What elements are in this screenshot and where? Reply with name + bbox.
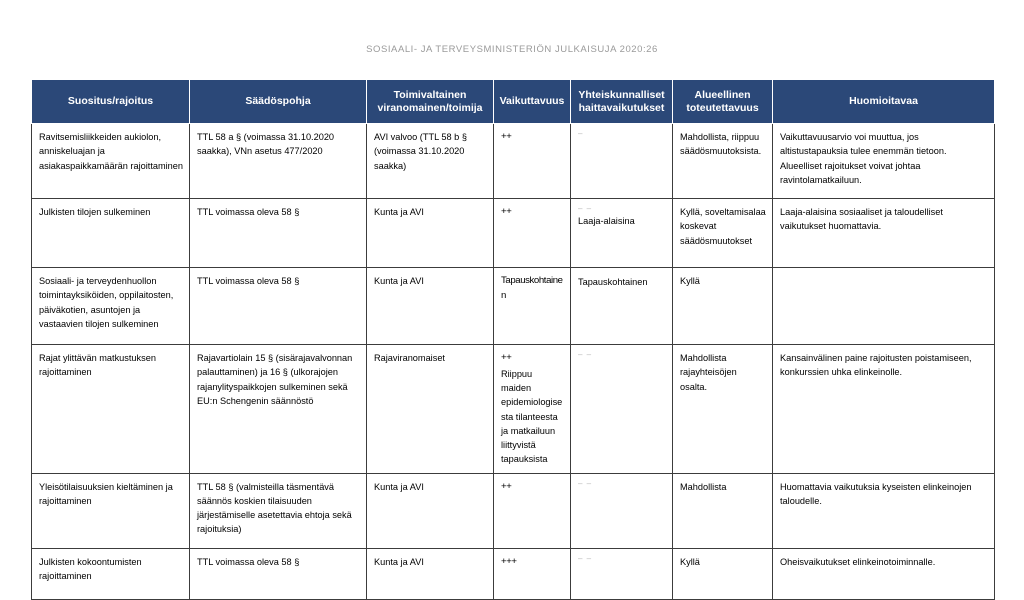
restrictions-table	[31, 79, 995, 600]
cell-viranomainen: Kunta ja AVI	[367, 199, 494, 268]
cell-suositus: Julkisten tilojen sulkeminen	[32, 199, 190, 268]
cell-huomioitavaa: Vaikuttavuusarvio voi muuttua, jos altistustapauksia tulee enemmän tietoon. Alueelliset rajoitukset voivat johtaa ravintolamatkailuun.	[773, 124, 995, 199]
rating-value: Tapauskohtainen	[501, 275, 563, 301]
cell-vaikuttavuus	[494, 548, 571, 599]
cell-suositus: Julkisten kokoontumisten rajoittaminen	[32, 548, 190, 599]
cell-haittavaikutukset	[571, 268, 673, 345]
cell-viranomainen: Rajaviranomaiset	[367, 345, 494, 474]
column-header-suositus-rajoitus: Suositus/rajoitus	[32, 80, 190, 124]
cell-toteutettavuus: Kyllä	[673, 268, 773, 345]
rating-value: ++	[501, 131, 512, 142]
cell-haittavaikutukset	[571, 548, 673, 599]
table-body	[32, 124, 995, 600]
cell-vaikuttavuus	[494, 473, 571, 548]
cell-toteutettavuus: Mahdollista, riippuu säädösmuutoksista.	[673, 124, 773, 199]
cell-vaikuttavuus	[494, 268, 571, 345]
cell-vaikuttavuus	[494, 199, 571, 268]
rating-value: ++	[501, 352, 512, 363]
column-header-alueellinen-toteutettavuus: Alueellinen toteutettavuus	[673, 80, 773, 124]
rating-value: ++	[501, 480, 512, 492]
cell-saadospohja: Rajavartiolain 15 § (sisärajavalvonnan palauttaminen) ja 16 § (ulkorajojen rajanylityspaikkojen sulkeminen sekä EU:n Schengenin säännöstö	[190, 345, 367, 474]
rating-note: Riippuu maiden epidemiologisesta tilanteesta ja matkailuun liittyvistä tapauksista	[501, 368, 563, 465]
cell-haittavaikutukset	[571, 199, 673, 268]
cell-saadospohja: TTL voimassa oleva 58 §	[190, 268, 367, 345]
cell-toteutettavuus: Mahdollista	[673, 473, 773, 548]
negative-mark: – –	[578, 478, 593, 488]
table-row	[32, 548, 995, 599]
cell-suositus: Sosiaali- ja terveydenhuollon toimintayksiköiden, oppilaitosten, päiväkotien, asuntojen ja vastaavien tilojen sulkeminen	[32, 268, 190, 345]
cell-suositus: Yleisötilaisuuksien kieltäminen ja rajoittaminen	[32, 473, 190, 548]
negative-mark: – –	[578, 553, 593, 563]
table-row	[32, 473, 995, 548]
cell-suositus: Rajat ylittävän matkustuksen rajoittaminen	[32, 345, 190, 474]
cell-saadospohja: TTL 58 a § (voimassa 31.10.2020 saakka), VNn asetus 477/2020	[190, 124, 367, 199]
cell-suositus: Ravitsemisliikkeiden aukiolon, anniskeluajan ja asiakaspaikkamäärän rajoittaminen	[32, 124, 190, 199]
cell-haittavaikutukset	[571, 473, 673, 548]
table-row	[32, 345, 995, 474]
haittavaikutukset-note: Tapauskohtainen	[578, 277, 648, 287]
cell-huomioitavaa	[773, 268, 995, 345]
cell-saadospohja: TTL 58 § (valmisteilla täsmentävä säännös koskien tilaisuuden järjestämiselle asetettavia ehtoja sekä rajoituksia)	[190, 473, 367, 548]
column-header-yhteiskunnalliset-haittavaikutukset: Yhteiskunnalliset haittavaikutukset	[571, 80, 673, 124]
rating-value: ++	[501, 206, 512, 217]
table-row	[32, 124, 995, 199]
cell-saadospohja: TTL voimassa oleva 58 §	[190, 199, 367, 268]
running-head: SOSIAALI- JA TERVEYSMINISTERIÖN JULKAISUJA 2020:26	[366, 44, 658, 55]
restrictions-table-container	[31, 79, 994, 600]
table-header-row	[32, 80, 995, 124]
rating-value: +++	[501, 555, 517, 567]
haittavaikutukset-note: Laaja-alaisina	[578, 216, 635, 226]
table-header	[32, 80, 995, 124]
cell-saadospohja: TTL voimassa oleva 58 §	[190, 548, 367, 599]
negative-mark: –	[578, 129, 584, 138]
cell-vaikuttavuus	[494, 124, 571, 199]
cell-haittavaikutukset	[571, 345, 673, 474]
cell-viranomainen: Kunta ja AVI	[367, 473, 494, 548]
negative-mark: – –	[578, 204, 593, 213]
cell-toteutettavuus: Kyllä, soveltamisalaa koskevat säädösmuutokset	[673, 199, 773, 268]
cell-huomioitavaa: Oheisvaikutukset elinkeinotoiminnalle.	[773, 548, 995, 599]
cell-huomioitavaa: Kansainvälinen paine rajoitusten poistamiseen, konkurssien uhka elinkeinolle.	[773, 345, 995, 474]
cell-toteutettavuus: Mahdollista rajayhteisöjen osalta.	[673, 345, 773, 474]
table-row	[32, 199, 995, 268]
cell-haittavaikutukset	[571, 124, 673, 199]
cell-huomioitavaa: Huomattavia vaikutuksia kyseisten elinkeinojen taloudelle.	[773, 473, 995, 548]
cell-huomioitavaa: Laaja-alaisina sosiaaliset ja taloudelliset vaikutukset huomattavia.	[773, 199, 995, 268]
cell-viranomainen: Kunta ja AVI	[367, 268, 494, 345]
column-header-saadospohja: Säädöspohja	[190, 80, 367, 124]
column-header-toimivaltainen-viranomainen: Toimivaltainen viranomainen/toimija	[367, 80, 494, 124]
negative-mark: – –	[578, 350, 593, 359]
cell-viranomainen: AVI valvoo (TTL 58 b § (voimassa 31.10.2020 saakka)	[367, 124, 494, 199]
column-header-vaikuttavuus: Vaikuttavuus	[494, 80, 571, 124]
table-row	[32, 268, 995, 345]
cell-toteutettavuus: Kyllä	[673, 548, 773, 599]
cell-viranomainen: Kunta ja AVI	[367, 548, 494, 599]
column-header-huomioitavaa: Huomioitavaa	[773, 80, 995, 124]
cell-vaikuttavuus	[494, 345, 571, 474]
